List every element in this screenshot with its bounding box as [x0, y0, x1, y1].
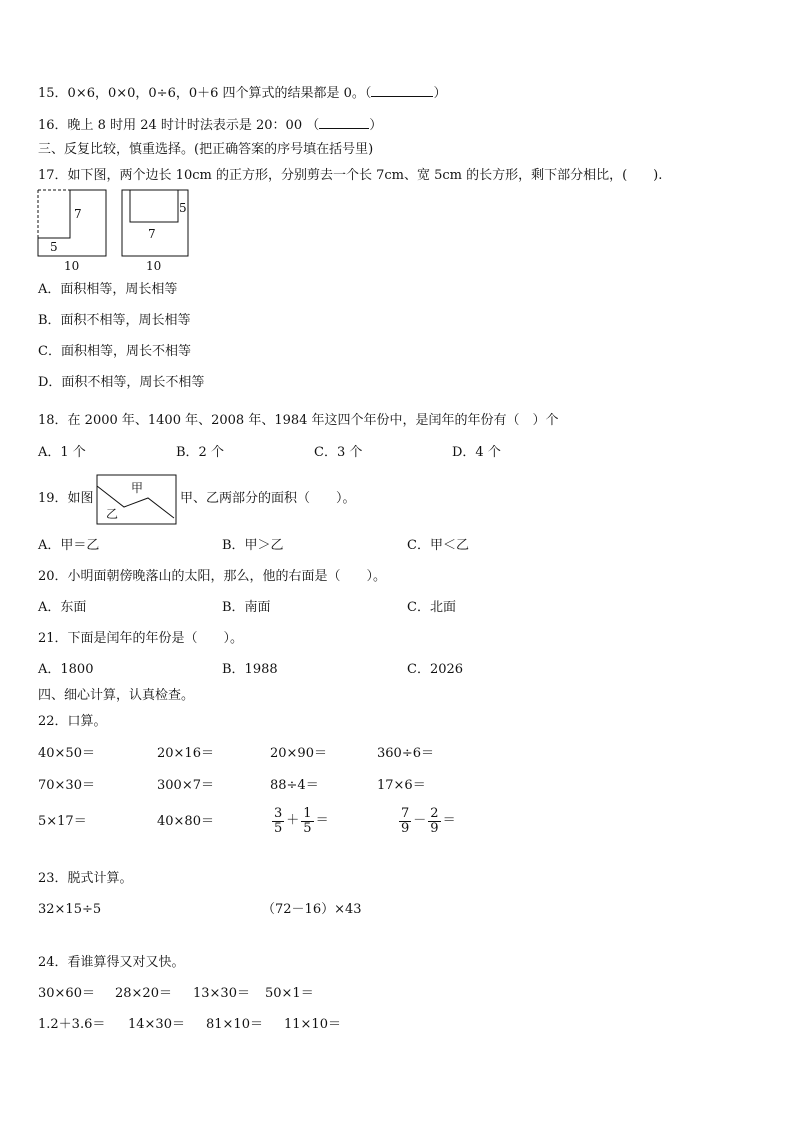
question-23-stem: 23．脱式计算。 — [38, 871, 133, 886]
q17-b-label-side: 5 — [179, 201, 187, 215]
q20-option-c[interactable]: C．北面 — [407, 600, 456, 615]
question-20-stem: 20．小明面朝傍晚落山的太阳，那么，他的右面是（ ）。 — [38, 569, 387, 584]
q24-item: 13×30＝ — [193, 986, 250, 1001]
fraction: $\frac{3}{5}$ — [274, 805, 283, 836]
q22-item: 20×90＝ — [270, 746, 327, 761]
q20-option-a[interactable]: A．东面 — [38, 600, 87, 615]
answer-blank[interactable] — [319, 116, 369, 129]
q21-option-c[interactable]: C．2026 — [407, 662, 464, 677]
question-21-stem: 21．下面是闰年的年份是（ ）。 — [38, 631, 244, 646]
q22-fraction-expression-2: $\frac{7}{9}$ － $\frac{2}{9}$ ＝ — [401, 805, 456, 836]
question-16: 16．晚上 8 时用 24 时计时法表示是 20：00 （ ） — [38, 118, 383, 133]
q22-item: 40×80＝ — [157, 814, 214, 829]
q17-a-label-vertical: 7 — [74, 207, 82, 221]
q17-option-c[interactable]: C．面积相等，周长不相等 — [38, 344, 191, 359]
section-4-heading: 四、细心计算，认真检查。 — [38, 688, 195, 703]
q23-expression-1: 32×15÷5 — [38, 902, 102, 917]
q20-option-b[interactable]: B．南面 — [222, 600, 271, 615]
q22-item: 5×17＝ — [38, 814, 87, 829]
q17-b-label-bottom: 10 — [146, 259, 162, 272]
q22-item: 70×30＝ — [38, 778, 95, 793]
q22-fraction-expression-1: $\frac{3}{5}$ ＋ $\frac{1}{5}$ ＝ — [274, 805, 329, 836]
question-19-suffix: 甲、乙两部分的面积（ ）。 — [180, 491, 356, 506]
q24-item: 14×30＝ — [128, 1017, 185, 1032]
q19-option-a[interactable]: A．甲＝乙 — [38, 538, 100, 553]
q18-option-c[interactable]: C．3 个 — [314, 445, 363, 460]
q23-expression-2: （72－16）×43 — [262, 902, 362, 917]
q24-item: 28×20＝ — [115, 986, 172, 1001]
q17-square-figures — [36, 188, 196, 272]
q17-option-d[interactable]: D．面积不相等，周长不相等 — [38, 375, 205, 390]
fraction: $\frac{1}{5}$ — [303, 805, 312, 836]
q18-option-a[interactable]: A．1 个 — [38, 445, 86, 460]
q24-item: 11×10＝ — [284, 1017, 341, 1032]
section-3-heading: 三、反复比较，慎重选择。(把正确答案的序号填在括号里) — [38, 142, 374, 157]
q19-figure — [96, 474, 178, 526]
q19-label-yi: 乙 — [106, 507, 119, 521]
question-17-stem: 17．如下图，两个边长 10cm 的正方形，分别剪去一个长 7cm、宽 5cm 的长方形，剩下部分相比，( ). — [38, 168, 663, 183]
q17-figure-b — [122, 190, 188, 272]
q18-option-b[interactable]: B．2 个 — [176, 445, 224, 460]
q22-item: 360÷6＝ — [377, 746, 434, 761]
q24-item: 30×60＝ — [38, 986, 95, 1001]
q18-option-d[interactable]: D．4 个 — [452, 445, 501, 460]
q19-label-jia: 甲 — [131, 481, 144, 495]
q22-item: 17×6＝ — [377, 778, 426, 793]
q17-a-label-horizontal: 5 — [50, 240, 58, 254]
q22-item: 40×50＝ — [38, 746, 95, 761]
answer-blank[interactable] — [371, 84, 433, 97]
q21-option-b[interactable]: B．1988 — [222, 662, 278, 677]
q21-option-a[interactable]: A．1800 — [38, 662, 94, 677]
q17-option-b[interactable]: B．面积不相等，周长相等 — [38, 313, 191, 328]
question-18-stem: 18．在 2000 年、1400 年、2008 年、1984 年这四个年份中，是闰年的年份有（ ）个 — [38, 413, 559, 428]
question-15: 15．0×6，0×0，0÷6，0＋6 四个算式的结果都是 0。（ ） — [38, 86, 447, 101]
question-24-stem: 24．看谁算得又对又快。 — [38, 955, 185, 970]
q22-item: 88÷4＝ — [270, 778, 319, 793]
q24-item: 81×10＝ — [206, 1017, 263, 1032]
q19-option-b[interactable]: B．甲＞乙 — [222, 538, 284, 553]
fraction: $\frac{7}{9}$ — [401, 805, 410, 836]
question-22-stem: 22．口算。 — [38, 714, 107, 729]
q19-option-c[interactable]: C．甲＜乙 — [407, 538, 469, 553]
q17-figure-a — [38, 190, 106, 272]
q17-b-label-inner: 7 — [148, 227, 156, 241]
q24-item: 1.2＋3.6＝ — [38, 1017, 106, 1032]
q17-a-label-bottom: 10 — [64, 259, 80, 272]
q17-option-a[interactable]: A．面积相等，周长相等 — [38, 282, 178, 297]
q22-item: 300×7＝ — [157, 778, 214, 793]
question-19-prefix: 19．如图 — [38, 491, 94, 506]
q22-item: 20×16＝ — [157, 746, 214, 761]
fraction: $\frac{2}{9}$ — [430, 805, 439, 836]
q24-item: 50×1＝ — [265, 986, 314, 1001]
